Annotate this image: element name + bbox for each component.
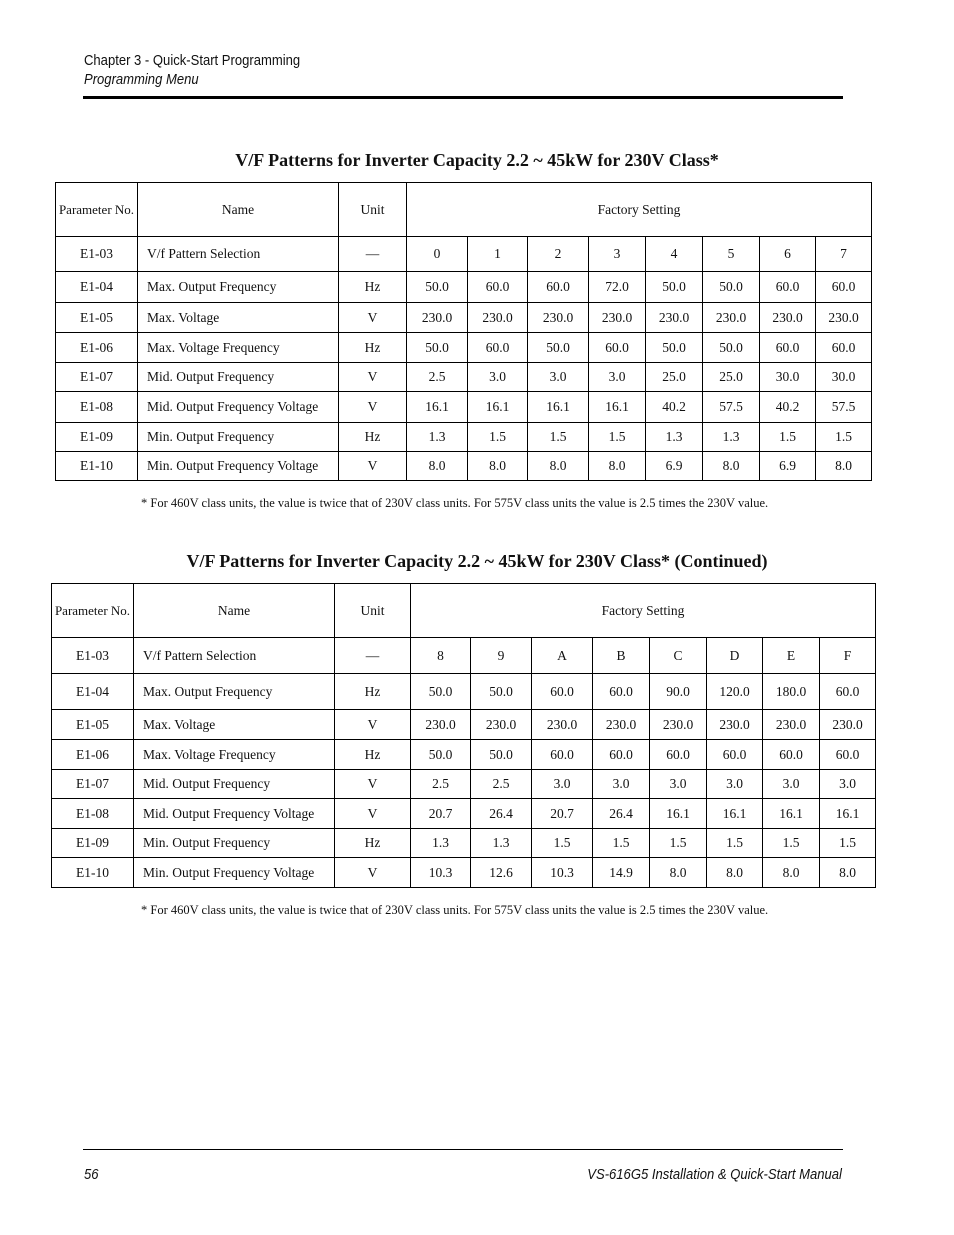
factory-setting-cell: 57.5 — [816, 392, 872, 423]
factory-setting-cell: 16.1 — [820, 799, 876, 829]
factory-setting-cell: 6.9 — [760, 452, 816, 481]
factory-setting-cell: 1.5 — [707, 829, 763, 858]
factory-setting-cell: 230.0 — [471, 710, 532, 740]
factory-setting-cell: 9 — [471, 638, 532, 674]
factory-setting-cell: 1.5 — [820, 829, 876, 858]
factory-setting-cell: 120.0 — [707, 674, 763, 710]
factory-setting-cell: 4 — [646, 237, 703, 272]
factory-setting-cell: F — [820, 638, 876, 674]
factory-setting-cell: 1.5 — [816, 423, 872, 452]
factory-setting-cell: 3 — [589, 237, 646, 272]
factory-setting-cell: 230.0 — [411, 710, 471, 740]
parameter-no-cell: E1-04 — [56, 272, 138, 303]
factory-setting-cell: 3.0 — [528, 363, 589, 392]
factory-setting-cell: 60.0 — [589, 333, 646, 363]
factory-setting-cell: 60.0 — [532, 674, 593, 710]
factory-setting-cell: 60.0 — [650, 740, 707, 770]
factory-setting-cell: 26.4 — [471, 799, 532, 829]
factory-setting-cell: 26.4 — [593, 799, 650, 829]
header-name: Name — [138, 183, 339, 237]
factory-setting-cell: 3.0 — [707, 770, 763, 799]
table-row — [52, 770, 876, 799]
factory-setting-cell: 3.0 — [650, 770, 707, 799]
factory-setting-cell: 2.5 — [411, 770, 471, 799]
unit-cell: V — [339, 303, 407, 333]
factory-setting-cell: 0 — [407, 237, 468, 272]
unit-cell: V — [339, 363, 407, 392]
factory-setting-cell: 230.0 — [593, 710, 650, 740]
factory-setting-cell: 1.3 — [411, 829, 471, 858]
factory-setting-cell: 60.0 — [760, 272, 816, 303]
factory-setting-cell: 50.0 — [407, 272, 468, 303]
factory-setting-cell: 50.0 — [471, 740, 532, 770]
factory-setting-cell: 16.1 — [707, 799, 763, 829]
factory-setting-cell: 230.0 — [707, 710, 763, 740]
factory-setting-cell: 8.0 — [763, 858, 820, 888]
factory-setting-cell: 3.0 — [532, 770, 593, 799]
factory-setting-cell: 8.0 — [589, 452, 646, 481]
parameter-no-cell: E1-09 — [56, 423, 138, 452]
table-header-row — [52, 584, 876, 638]
table-row — [56, 237, 872, 272]
unit-cell: — — [339, 237, 407, 272]
factory-setting-cell: 16.1 — [650, 799, 707, 829]
factory-setting-cell: 50.0 — [471, 674, 532, 710]
header-unit: Unit — [335, 584, 411, 638]
table-row — [56, 423, 872, 452]
factory-setting-cell: 230.0 — [646, 303, 703, 333]
factory-setting-cell: 50.0 — [411, 674, 471, 710]
vf-pattern-table-continued — [51, 583, 876, 888]
factory-setting-cell: 60.0 — [707, 740, 763, 770]
factory-setting-cell: 1.5 — [589, 423, 646, 452]
factory-setting-cell: 60.0 — [816, 333, 872, 363]
factory-setting-cell: 16.1 — [407, 392, 468, 423]
factory-setting-cell: 2.5 — [407, 363, 468, 392]
factory-setting-cell: 30.0 — [816, 363, 872, 392]
unit-cell: Hz — [339, 272, 407, 303]
name-cell: Min. Output Frequency — [138, 423, 339, 452]
name-cell: Max. Voltage Frequency — [138, 333, 339, 363]
factory-setting-cell: A — [532, 638, 593, 674]
factory-setting-cell: 16.1 — [589, 392, 646, 423]
factory-setting-cell: 10.3 — [532, 858, 593, 888]
factory-setting-cell: 1.3 — [407, 423, 468, 452]
unit-cell: V — [335, 710, 411, 740]
factory-setting-cell: 60.0 — [763, 740, 820, 770]
factory-setting-cell: 16.1 — [468, 392, 528, 423]
name-cell: V/f Pattern Selection — [134, 638, 335, 674]
factory-setting-cell: 3.0 — [589, 363, 646, 392]
table-row — [52, 638, 876, 674]
table-row — [52, 858, 876, 888]
header-parameter-no: Parameter No. — [56, 183, 138, 237]
factory-setting-cell: B — [593, 638, 650, 674]
unit-cell: V — [335, 858, 411, 888]
factory-setting-cell: D — [707, 638, 763, 674]
factory-setting-cell: 40.2 — [760, 392, 816, 423]
parameter-no-cell: E1-05 — [52, 710, 134, 740]
table-row — [52, 740, 876, 770]
factory-setting-cell: 60.0 — [468, 333, 528, 363]
factory-setting-cell: 1.5 — [468, 423, 528, 452]
factory-setting-cell: 16.1 — [528, 392, 589, 423]
factory-setting-cell: 8.0 — [707, 858, 763, 888]
vf-pattern-table — [55, 182, 872, 481]
factory-setting-cell: 50.0 — [646, 333, 703, 363]
factory-setting-cell: 8.0 — [468, 452, 528, 481]
factory-setting-cell: 1.5 — [532, 829, 593, 858]
factory-setting-cell: 6.9 — [646, 452, 703, 481]
factory-setting-cell: 8.0 — [820, 858, 876, 888]
factory-setting-cell: 16.1 — [763, 799, 820, 829]
factory-setting-cell: 50.0 — [703, 333, 760, 363]
footnote: * For 460V class units, the value is twice that of 230V class units. For 575V class units the value is 2.5 times the 230V value. — [141, 496, 769, 510]
unit-cell: Hz — [339, 333, 407, 363]
name-cell: Mid. Output Frequency Voltage — [138, 392, 339, 423]
unit-cell: Hz — [335, 674, 411, 710]
factory-setting-cell: 3.0 — [820, 770, 876, 799]
parameter-no-cell: E1-10 — [52, 858, 134, 888]
factory-setting-cell: 230.0 — [820, 710, 876, 740]
factory-setting-cell: 8.0 — [816, 452, 872, 481]
factory-setting-cell: 230.0 — [589, 303, 646, 333]
factory-setting-cell: 5 — [703, 237, 760, 272]
name-cell: Max. Output Frequency — [138, 272, 339, 303]
factory-setting-cell: 57.5 — [703, 392, 760, 423]
factory-setting-cell: 60.0 — [820, 740, 876, 770]
factory-setting-cell: 60.0 — [528, 272, 589, 303]
parameter-no-cell: E1-05 — [56, 303, 138, 333]
factory-setting-cell: 12.6 — [471, 858, 532, 888]
table-title: V/F Patterns for Inverter Capacity 2.2 ~ 45kW for 230V Class* (Continued) — [186, 551, 768, 571]
table-row — [56, 452, 872, 481]
factory-setting-cell: 230.0 — [763, 710, 820, 740]
unit-cell: V — [339, 392, 407, 423]
factory-setting-cell: 40.2 — [646, 392, 703, 423]
table-row — [52, 829, 876, 858]
unit-cell: Hz — [339, 423, 407, 452]
factory-setting-cell: 50.0 — [528, 333, 589, 363]
name-cell: Min. Output Frequency Voltage — [138, 452, 339, 481]
factory-setting-cell: 60.0 — [760, 333, 816, 363]
unit-cell: V — [335, 770, 411, 799]
parameter-no-cell: E1-04 — [52, 674, 134, 710]
name-cell: Max. Voltage — [134, 710, 335, 740]
table-row — [56, 333, 872, 363]
factory-setting-cell: 60.0 — [816, 272, 872, 303]
factory-setting-cell: 180.0 — [763, 674, 820, 710]
factory-setting-cell: 50.0 — [646, 272, 703, 303]
factory-setting-cell: 1.3 — [471, 829, 532, 858]
factory-setting-cell: 1.5 — [760, 423, 816, 452]
factory-setting-cell: E — [763, 638, 820, 674]
factory-setting-cell: 60.0 — [593, 740, 650, 770]
parameter-no-cell: E1-08 — [56, 392, 138, 423]
header-factory-setting: Factory Setting — [407, 183, 872, 237]
factory-setting-cell: 230.0 — [650, 710, 707, 740]
factory-setting-cell: 72.0 — [589, 272, 646, 303]
factory-setting-cell: 1.5 — [528, 423, 589, 452]
header-divider — [83, 96, 843, 99]
name-cell: V/f Pattern Selection — [138, 237, 339, 272]
name-cell: Min. Output Frequency — [134, 829, 335, 858]
factory-setting-cell: 90.0 — [650, 674, 707, 710]
name-cell: Mid. Output Frequency — [134, 770, 335, 799]
table-title: V/F Patterns for Inverter Capacity 2.2 ~ 45kW for 230V Class* — [235, 150, 719, 170]
factory-setting-cell: 7 — [816, 237, 872, 272]
factory-setting-cell: 1.5 — [763, 829, 820, 858]
footnote: * For 460V class units, the value is twice that of 230V class units. For 575V class units the value is 2.5 times the 230V value. — [141, 903, 769, 917]
header-factory-setting: Factory Setting — [411, 584, 876, 638]
table-row — [56, 272, 872, 303]
parameter-no-cell: E1-07 — [52, 770, 134, 799]
unit-cell: V — [335, 799, 411, 829]
factory-setting-cell: 230.0 — [407, 303, 468, 333]
unit-cell: Hz — [335, 740, 411, 770]
parameter-no-cell: E1-10 — [56, 452, 138, 481]
name-cell: Max. Output Frequency — [134, 674, 335, 710]
factory-setting-cell: 50.0 — [703, 272, 760, 303]
parameter-no-cell: E1-07 — [56, 363, 138, 392]
header-name: Name — [134, 584, 335, 638]
factory-setting-cell: 8 — [411, 638, 471, 674]
factory-setting-cell: 20.7 — [532, 799, 593, 829]
name-cell: Max. Voltage — [138, 303, 339, 333]
factory-setting-cell: 3.0 — [763, 770, 820, 799]
parameter-no-cell: E1-03 — [52, 638, 134, 674]
page-number: 56 — [84, 1167, 99, 1183]
factory-setting-cell: 2.5 — [471, 770, 532, 799]
manual-title: VS-616G5 Installation & Quick-Start Manual — [587, 1167, 842, 1183]
factory-setting-cell: 8.0 — [528, 452, 589, 481]
factory-setting-cell: 10.3 — [411, 858, 471, 888]
factory-setting-cell: 60.0 — [593, 674, 650, 710]
factory-setting-cell: 1.3 — [646, 423, 703, 452]
factory-setting-cell: 20.7 — [411, 799, 471, 829]
factory-setting-cell: 50.0 — [411, 740, 471, 770]
factory-setting-cell: 230.0 — [528, 303, 589, 333]
header-unit: Unit — [339, 183, 407, 237]
name-cell: Max. Voltage Frequency — [134, 740, 335, 770]
factory-setting-cell: 8.0 — [703, 452, 760, 481]
factory-setting-cell: 30.0 — [760, 363, 816, 392]
factory-setting-cell: 230.0 — [532, 710, 593, 740]
factory-setting-cell: 8.0 — [650, 858, 707, 888]
table-row — [56, 392, 872, 423]
factory-setting-cell: 3.0 — [593, 770, 650, 799]
factory-setting-cell: 230.0 — [760, 303, 816, 333]
factory-setting-cell: 8.0 — [407, 452, 468, 481]
unit-cell: Hz — [335, 829, 411, 858]
factory-setting-cell: 25.0 — [703, 363, 760, 392]
factory-setting-cell: 230.0 — [468, 303, 528, 333]
factory-setting-cell: 1.3 — [703, 423, 760, 452]
factory-setting-cell: 3.0 — [468, 363, 528, 392]
factory-setting-cell: 25.0 — [646, 363, 703, 392]
factory-setting-cell: 2 — [528, 237, 589, 272]
factory-setting-cell: 230.0 — [816, 303, 872, 333]
factory-setting-cell: 50.0 — [407, 333, 468, 363]
unit-cell: — — [335, 638, 411, 674]
section-heading: Programming Menu — [84, 72, 199, 88]
factory-setting-cell: 14.9 — [593, 858, 650, 888]
name-cell: Mid. Output Frequency — [138, 363, 339, 392]
parameter-no-cell: E1-09 — [52, 829, 134, 858]
factory-setting-cell: 1.5 — [650, 829, 707, 858]
parameter-no-cell: E1-06 — [56, 333, 138, 363]
table-row — [52, 799, 876, 829]
parameter-no-cell: E1-03 — [56, 237, 138, 272]
factory-setting-cell: 6 — [760, 237, 816, 272]
parameter-no-cell: E1-06 — [52, 740, 134, 770]
factory-setting-cell: 60.0 — [820, 674, 876, 710]
factory-setting-cell: 230.0 — [703, 303, 760, 333]
factory-setting-cell: C — [650, 638, 707, 674]
factory-setting-cell: 1 — [468, 237, 528, 272]
table-header-row — [56, 183, 872, 237]
table-row — [56, 303, 872, 333]
name-cell: Min. Output Frequency Voltage — [134, 858, 335, 888]
factory-setting-cell: 60.0 — [468, 272, 528, 303]
name-cell: Mid. Output Frequency Voltage — [134, 799, 335, 829]
parameter-no-cell: E1-08 — [52, 799, 134, 829]
footer-divider — [83, 1149, 843, 1150]
factory-setting-cell: 60.0 — [532, 740, 593, 770]
factory-setting-cell: 1.5 — [593, 829, 650, 858]
table-row — [52, 710, 876, 740]
header-parameter-no: Parameter No. — [52, 584, 134, 638]
unit-cell: V — [339, 452, 407, 481]
table-row — [56, 363, 872, 392]
table-row — [52, 674, 876, 710]
chapter-heading: Chapter 3 - Quick-Start Programming — [84, 53, 301, 69]
